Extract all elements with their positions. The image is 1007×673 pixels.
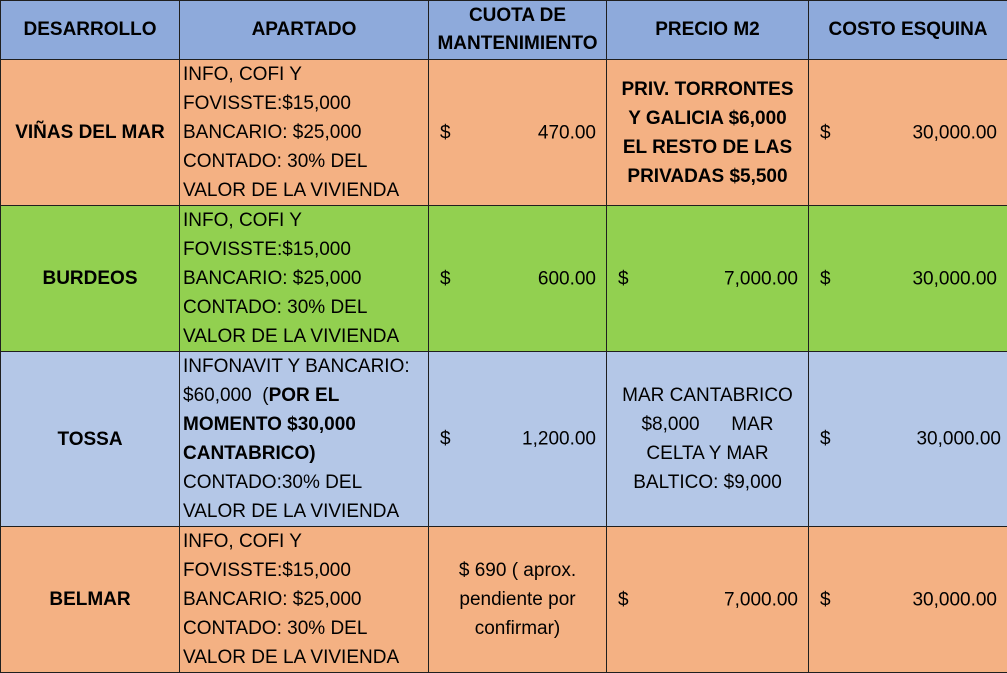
costo-cell [809, 527, 1007, 673]
costo-amount: 30,000.00 [912, 268, 997, 289]
apartado-line: FOVISSTE:$15,000 [183, 93, 351, 114]
currency-symbol: $ [618, 268, 629, 289]
table-row [1, 527, 1007, 673]
apartado-cell [180, 527, 429, 673]
currency-symbol: $ [820, 428, 831, 450]
apartado-note-bold: POR EL [268, 385, 340, 406]
precio-cell: PRIV. TORRONTES Y GALICIA $6,000 EL RESTO DE LAS PRIVADAS $5,500 [607, 60, 809, 206]
development-name: BURDEOS [1, 206, 180, 352]
table-row [1, 352, 1007, 527]
apartado-cell [180, 206, 429, 352]
apartado-line: BANCARIO: $25,000 [183, 268, 362, 289]
currency-symbol: $ [440, 268, 451, 289]
precio-line: $8,000 MAR [641, 414, 774, 435]
costo-amount: 30,000.00 [916, 428, 1001, 450]
apartado-line: CONTADO: 30% DEL [183, 297, 368, 318]
precio-amount: 7,000.00 [724, 589, 798, 610]
precio-cell [607, 206, 809, 352]
apartado-amount: $60,000 [183, 385, 252, 406]
apartado-line: $60,000 (POR EL [183, 385, 340, 406]
apartado-line: FOVISSTE:$15,000 [183, 239, 351, 260]
apartado-line: CANTABRICO) [183, 443, 316, 464]
currency-symbol: $ [440, 428, 451, 450]
apartado-line: VALOR DE LA VIVIENDA [183, 501, 400, 522]
apartado-line: INFONAVIT Y BANCARIO: [183, 356, 410, 377]
apartado-line: VALOR DE LA VIVIENDA [183, 647, 400, 668]
development-name: BELMAR [1, 527, 180, 673]
cuota-line: pendiente por [459, 589, 576, 610]
apartado-cell [180, 352, 429, 527]
cuota-cell [429, 527, 607, 673]
costo-amount: 30,000.00 [912, 122, 997, 143]
precio-line: CELTA Y MAR [646, 443, 769, 464]
apartado-line: BANCARIO: $25,000 [183, 122, 362, 143]
apartado-line: FOVISSTE:$15,000 [183, 560, 351, 581]
header-desarrollo: DESARROLLO [1, 1, 180, 60]
apartado-cell [180, 60, 429, 206]
currency-symbol: $ [820, 122, 831, 143]
cuota-line: $ 690 ( aprox. [458, 560, 577, 581]
apartado-line: CONTADO: 30% DEL [183, 151, 368, 172]
costo-cell [809, 206, 1007, 352]
costo-amount: 30,000.00 [912, 589, 997, 610]
cuota-line: confirmar) [474, 618, 561, 639]
apartado-line: MOMENTO $30,000 [183, 414, 356, 435]
apartado-line: CONTADO: 30% DEL [183, 618, 368, 639]
header-cuota: CUOTA DE MANTENIMIENTO [429, 1, 607, 60]
costo-cell [809, 352, 1007, 527]
header-row [1, 1, 1007, 60]
apartado-line: INFO, COFI Y [183, 210, 302, 231]
apartado-line: INFO, COFI Y [183, 531, 302, 552]
cuota-cell [429, 206, 607, 352]
currency-symbol: $ [820, 268, 831, 289]
apartado-line: BANCARIO: $25,000 [183, 589, 362, 610]
table-row [1, 60, 1007, 206]
currency-symbol: $ [618, 589, 629, 610]
apartado-line: VALOR DE LA VIVIENDA [183, 180, 400, 201]
cuota-amount: 470.00 [537, 122, 596, 143]
precio-line: MAR CANTABRICO [622, 385, 793, 406]
precio-cell [607, 352, 809, 527]
precio-amount: 7,000.00 [724, 268, 798, 289]
header-precio: PRECIO M2 [607, 1, 809, 60]
cuota-cell [429, 60, 607, 206]
apartado-line: VALOR DE LA VIVIENDA [183, 326, 400, 347]
cuota-amount: 1,200.00 [522, 428, 596, 450]
precio-line: BALTICO: $9,000 [633, 472, 782, 493]
header-apartado: APARTADO [180, 1, 429, 60]
development-name: TOSSA [1, 352, 180, 527]
development-name: VIÑAS DEL MAR [1, 60, 180, 206]
apartado-line: INFO, COFI Y [183, 64, 302, 85]
cuota-amount: 600.00 [537, 268, 596, 289]
currency-symbol: $ [440, 122, 451, 143]
currency-symbol: $ [820, 589, 831, 610]
header-costo: COSTO ESQUINA [809, 1, 1007, 60]
apartado-line: CONTADO:30% DEL [183, 472, 363, 493]
costo-cell [809, 60, 1007, 206]
precio-cell [607, 527, 809, 673]
cuota-cell [429, 352, 607, 527]
table-row [1, 206, 1007, 352]
